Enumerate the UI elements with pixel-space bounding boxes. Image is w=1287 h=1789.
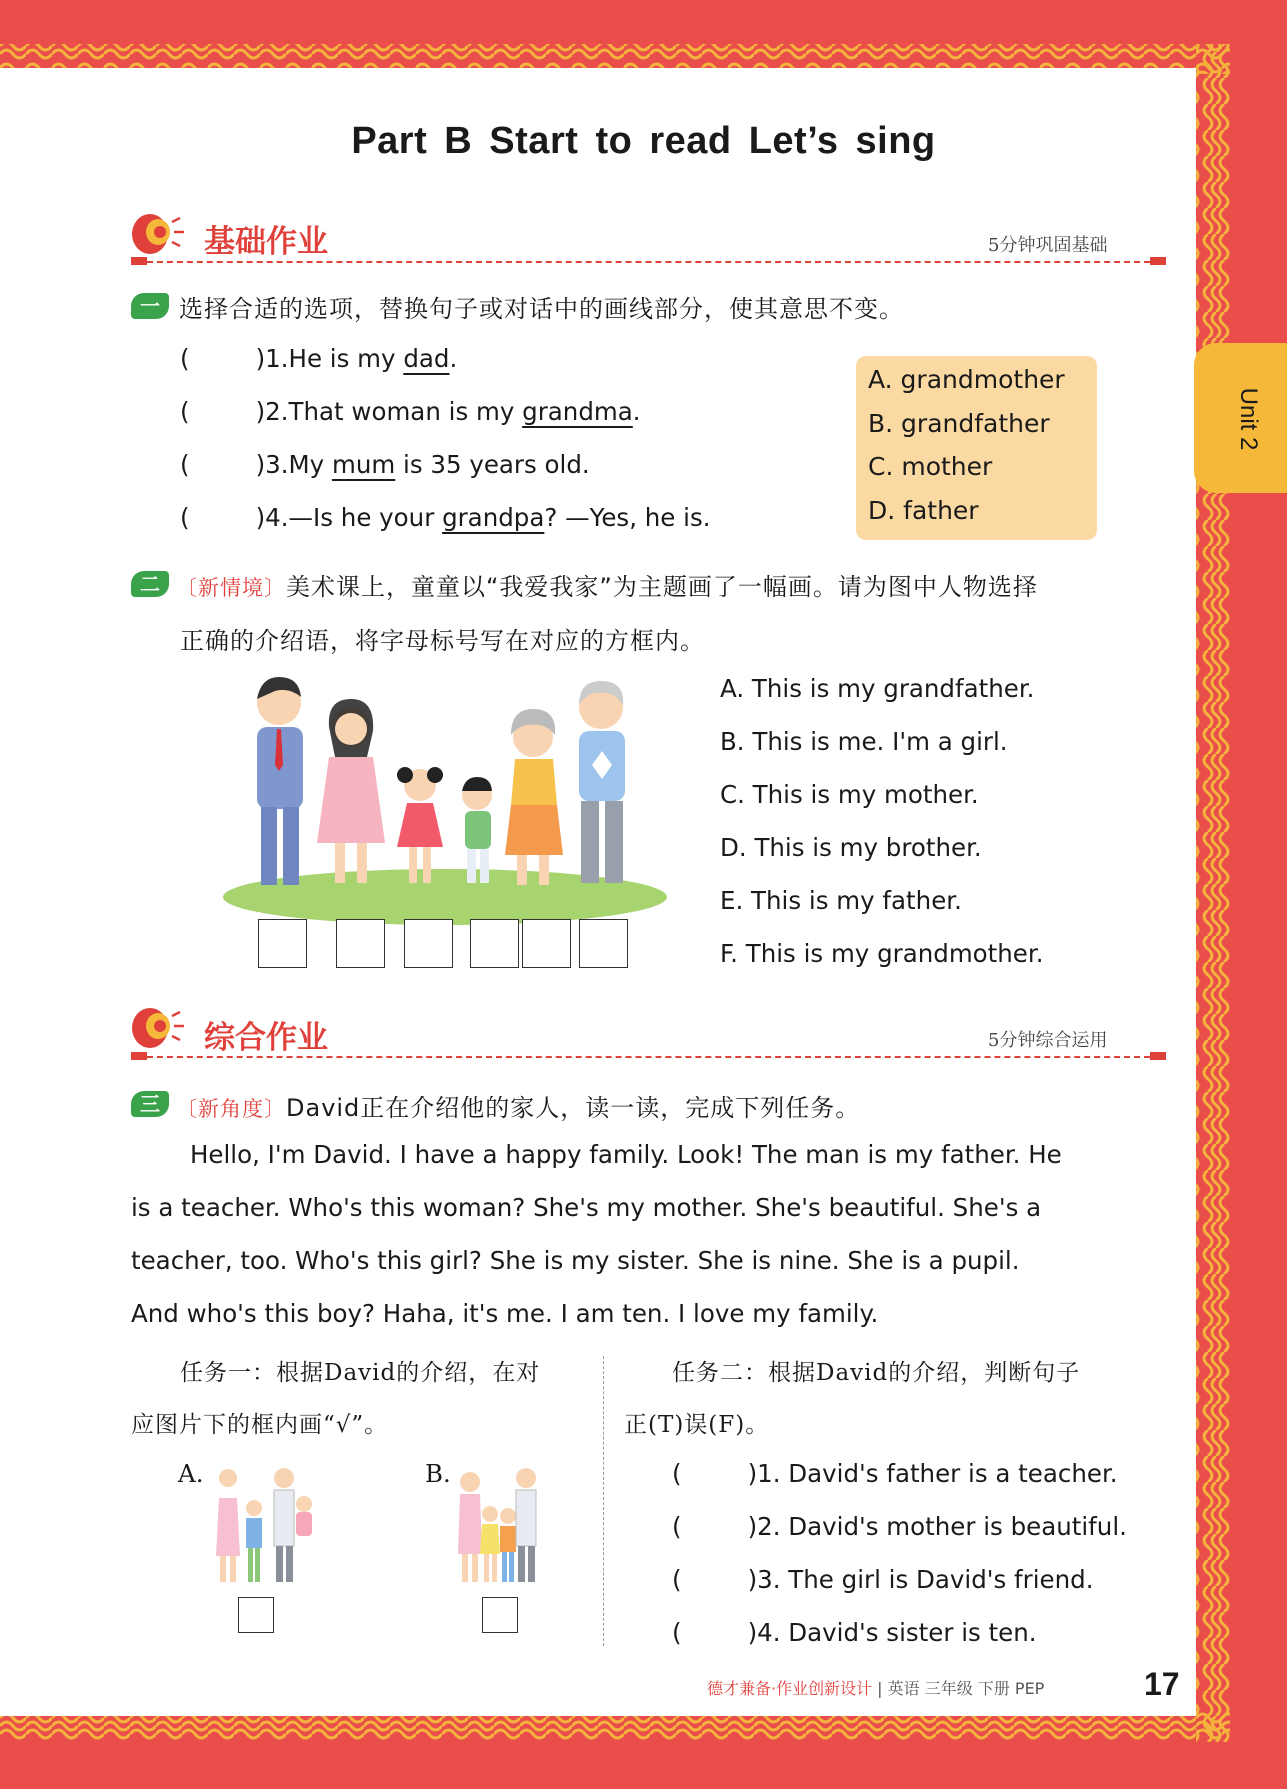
answer-box[interactable]: [579, 919, 628, 968]
task1-label-a: A.: [178, 1459, 204, 1488]
unit-tab-label: Unit 2: [1235, 387, 1262, 451]
q2-option-a: A. This is my grandfather.: [720, 674, 1035, 703]
q2-option-c: C. This is my mother.: [720, 780, 979, 809]
passage-line: is a teacher. Who's this woman? She's my mother. She's beautiful. She's a: [131, 1193, 1042, 1222]
task2-line2: 正(T)误(F)。: [624, 1412, 770, 1438]
task1-line2: 应图片下的框内画“√”。: [131, 1412, 389, 1438]
q2-instruction-line1: 〔新情境〕美术课上，童童以“我爱我家”为主题画了一幅画。请为图中人物选择: [176, 573, 1038, 601]
check-box-a[interactable]: [238, 1597, 274, 1633]
divider-cap: [131, 1052, 147, 1060]
family-picture-b: [452, 1458, 542, 1590]
answer-box[interactable]: [522, 919, 571, 968]
family-illustration: [215, 665, 675, 925]
section-flower-icon: [128, 208, 190, 260]
q1-instruction: 选择合适的选项，替换句子或对话中的画线部分，使其意思不变。: [179, 295, 904, 323]
q1-item: ( )2.That woman is my grandma.: [180, 397, 641, 426]
q3-instruction: 〔新角度〕David正在介绍他的家人，读一读，完成下列任务。: [176, 1094, 861, 1122]
task2-line1: 任务二：根据David的介绍，判断句子: [672, 1360, 1081, 1386]
q2-instruction-line2: 正确的介绍语，将字母标号写在对应的方框内。: [180, 627, 705, 655]
page-number: 17: [1144, 1666, 1180, 1702]
option-d: D. father: [868, 496, 979, 525]
q1-item: ( )1.He is my dad.: [180, 344, 458, 373]
footer-separator: |: [872, 1679, 888, 1698]
answer-box[interactable]: [336, 919, 385, 968]
passage-line: And who's this boy? Haha, it's me. I am ten. I love my family.: [131, 1299, 879, 1328]
task2-item: ( )3. The girl is David's friend.: [672, 1565, 1094, 1594]
task1-line1: 任务一：根据David的介绍，在对: [180, 1360, 541, 1386]
option-b: B. grandfather: [868, 409, 1050, 438]
q1-item: ( )3.My mum is 35 years old.: [180, 450, 590, 479]
section-combined-subtitle: 5分钟综合运用: [988, 1030, 1108, 1051]
section-divider: [147, 261, 1150, 263]
section-combined-title: 综合作业: [204, 1020, 328, 1056]
page-title: Part B Start to read Let’s sing: [351, 120, 936, 162]
q2-option-b: B. This is me. I'm a girl.: [720, 727, 1008, 756]
divider-cap: [1150, 1052, 1166, 1060]
q2-option-f: F. This is my grandmother.: [720, 939, 1044, 968]
task2-item: ( )4. David's sister is ten.: [672, 1618, 1037, 1647]
question-badge-1: 一: [131, 293, 169, 319]
section-flower-icon: [128, 1002, 190, 1054]
option-a: A. grandmother: [868, 365, 1065, 394]
section-basic-subtitle: 5分钟巩固基础: [988, 235, 1108, 256]
task2-item: ( )1. David's father is a teacher.: [672, 1459, 1118, 1488]
footer: [707, 1676, 1044, 1699]
section-divider: [147, 1056, 1150, 1058]
divider-cap: [131, 257, 147, 265]
section-basic-title: 基础作业: [204, 224, 328, 260]
passage-line: teacher, too. Who's this girl? She is my sister. She is nine. She is a pupil.: [131, 1246, 1020, 1275]
q2-option-e: E. This is my father.: [720, 886, 962, 915]
q1-item: ( )4.—Is he your grandpa? —Yes, he is.: [180, 503, 711, 532]
check-box-b[interactable]: [482, 1597, 518, 1633]
question-badge-2: 二: [131, 571, 169, 597]
question-badge-3: 三: [131, 1091, 169, 1117]
passage-line: Hello, I'm David. I have a happy family. Look! The man is my father. He: [190, 1140, 1062, 1169]
family-picture-a: [210, 1458, 320, 1590]
answer-box[interactable]: [470, 919, 519, 968]
column-divider: [603, 1356, 604, 1646]
task1-label-b: B.: [425, 1459, 451, 1488]
task2-item: ( )2. David's mother is beautiful.: [672, 1512, 1127, 1541]
option-c: C. mother: [868, 452, 993, 481]
answer-box[interactable]: [258, 919, 307, 968]
divider-cap: [1150, 257, 1166, 265]
answer-box[interactable]: [404, 919, 453, 968]
footer-brand: 德才兼备·作业创新设计: [707, 1679, 873, 1698]
footer-course: 英语 三年级 下册 PEP: [887, 1679, 1045, 1698]
q2-option-d: D. This is my brother.: [720, 833, 982, 862]
